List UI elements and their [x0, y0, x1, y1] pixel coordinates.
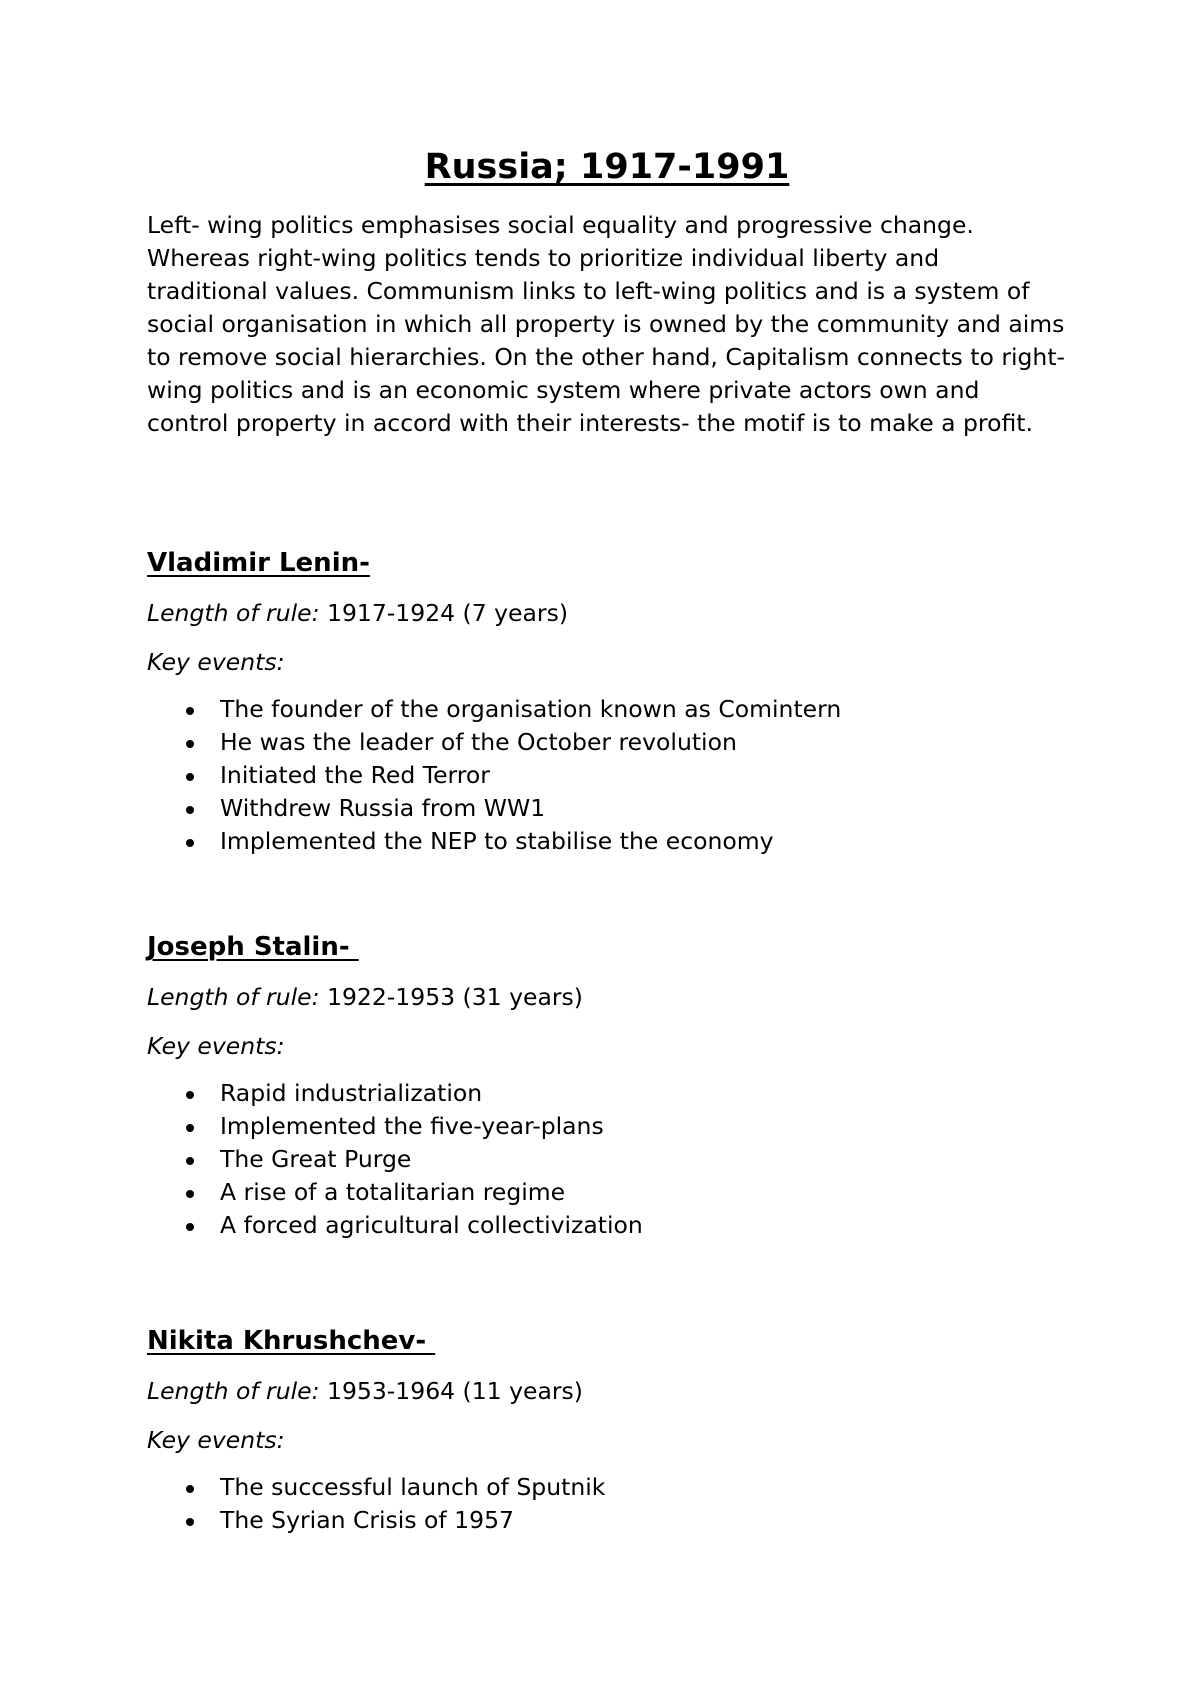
key-events-label: Key events:: [147, 648, 285, 676]
section-heading: Nikita Khrushchev-: [147, 1326, 436, 1356]
list-item: Rapid industrialization: [147, 1077, 1067, 1110]
list-item: A rise of a totalitarian regime: [147, 1176, 1067, 1209]
section-khrushchev: [147, 1326, 1067, 1537]
list-item: Initiated the Red Terror: [147, 759, 1067, 792]
bullet-icon: [186, 773, 194, 781]
list-item: The founder of the organisation known as Comintern: [147, 693, 1067, 726]
bullet-icon: [186, 1485, 194, 1493]
key-events-list: [147, 1077, 1067, 1242]
length-of-rule: [147, 982, 1067, 1012]
section-stalin: [147, 932, 1067, 1242]
list-item: Implemented the five-year-plans: [147, 1110, 1067, 1143]
list-item: Withdrew Russia from WW1: [147, 792, 1067, 825]
bullet-icon: [186, 1190, 194, 1198]
list-item: Implemented the NEP to stabilise the economy: [147, 825, 1067, 858]
length-of-rule: [147, 598, 1067, 628]
length-of-rule-label: Length of rule:: [147, 983, 320, 1011]
length-of-rule-label: Length of rule:: [147, 599, 320, 627]
key-events-list: [147, 1471, 1067, 1537]
page-title: Russia; 1917-1991: [424, 147, 790, 187]
bullet-icon: [186, 1157, 194, 1165]
length-of-rule-value: 1922-1953 (31 years): [319, 983, 583, 1011]
list-item: The Great Purge: [147, 1143, 1067, 1176]
length-of-rule-label: Length of rule:: [147, 1377, 320, 1405]
key-events-label: Key events:: [147, 1032, 285, 1060]
list-item: The successful launch of Sputnik: [147, 1471, 1067, 1504]
bullet-icon: [186, 839, 194, 847]
section-heading: Joseph Stalin-: [147, 932, 359, 962]
key-events-label: Key events:: [147, 1426, 285, 1454]
bullet-icon: [186, 1518, 194, 1526]
section-heading: Vladimir Lenin-: [147, 548, 370, 578]
bullet-icon: [186, 1223, 194, 1231]
list-item: He was the leader of the October revolution: [147, 726, 1067, 759]
bullet-icon: [186, 1124, 194, 1132]
list-item: The Syrian Crisis of 1957: [147, 1504, 1067, 1537]
bullet-icon: [186, 707, 194, 715]
bullet-icon: [186, 806, 194, 814]
length-of-rule: [147, 1376, 1067, 1406]
length-of-rule-value: 1953-1964 (11 years): [319, 1377, 583, 1405]
bullet-icon: [186, 1091, 194, 1099]
intro-paragraph: Left- wing politics emphasises social equality and progressive change. Whereas right-wing politics tends to prioritize individual liberty and traditional values. Communism links to left-wing politics and is a system of social organisation in which all property is owned by the community and aims to remove social hierarchies. On the other hand, Capitalism connects to right-wing politics and is an economic system where private actors own and control property in accord with their interests- the motif is to make a profit.: [147, 211, 1066, 437]
bullet-icon: [186, 740, 194, 748]
length-of-rule-value: 1917-1924 (7 years): [319, 599, 568, 627]
key-events-list: [147, 693, 1067, 858]
section-lenin: [147, 548, 1067, 858]
list-item: A forced agricultural collectivization: [147, 1209, 1067, 1242]
